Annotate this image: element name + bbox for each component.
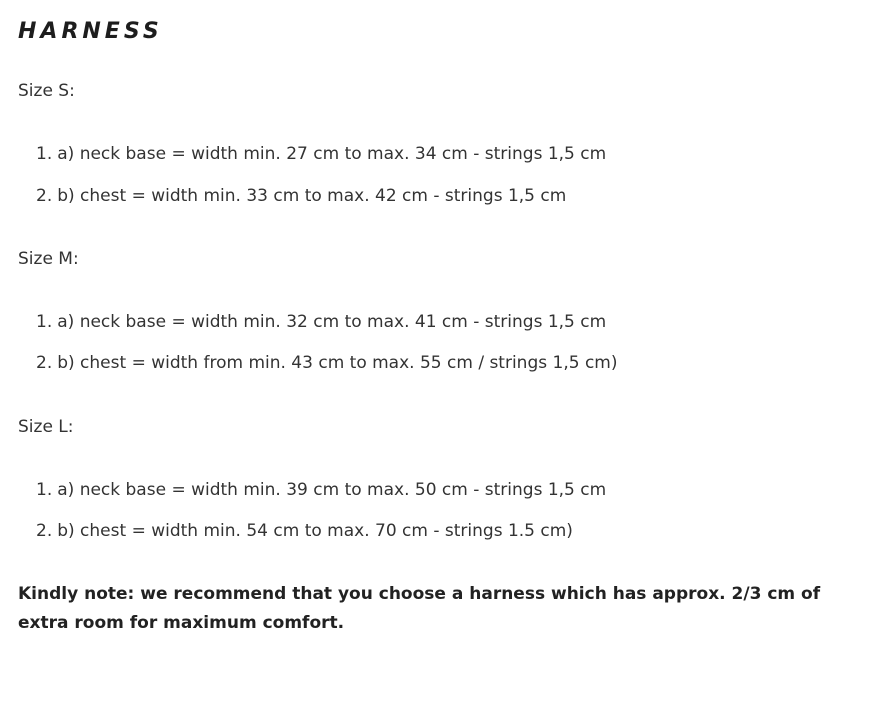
measurement-text: b) chest = width min. 33 cm to max. 42 cm - strings 1,5 cm [57, 186, 567, 206]
measurement-text: b) chest = width from min. 43 cm to max. 55 cm / strings 1,5 cm) [57, 353, 618, 373]
page-title: HARNESS [18, 19, 163, 44]
size-m-item-2 [36, 352, 618, 374]
size-s-item-1 [36, 143, 606, 165]
measurement-text: a) neck base = width min. 32 cm to max. 41 cm - strings 1,5 cm [57, 312, 607, 332]
list-number: 2. [36, 521, 53, 541]
measurement-text: a) neck base = width min. 39 cm to max. 50 cm - strings 1,5 cm [57, 480, 607, 500]
list-number: 2. [36, 353, 53, 373]
measurement-text: a) neck base = width min. 27 cm to max. 34 cm - strings 1,5 cm [57, 144, 607, 164]
comfort-note: Kindly note: we recommend that you choose a harness which has approx. 2/3 cm of extra room for maximum comfort. [18, 584, 821, 633]
size-m-item-1 [36, 311, 606, 333]
size-s-item-2 [36, 185, 566, 207]
size-s-label: Size S: [18, 81, 75, 101]
size-l-item-1 [36, 479, 606, 501]
list-number: 2. [36, 186, 53, 206]
list-number: 1. [36, 144, 53, 164]
list-number: 1. [36, 312, 53, 332]
measurement-text: b) chest = width min. 54 cm to max. 70 cm - strings 1.5 cm) [57, 521, 573, 541]
list-number: 1. [36, 480, 53, 500]
size-m-label: Size M: [18, 249, 79, 269]
size-l-label: Size L: [18, 417, 74, 437]
size-l-item-2 [36, 520, 573, 542]
